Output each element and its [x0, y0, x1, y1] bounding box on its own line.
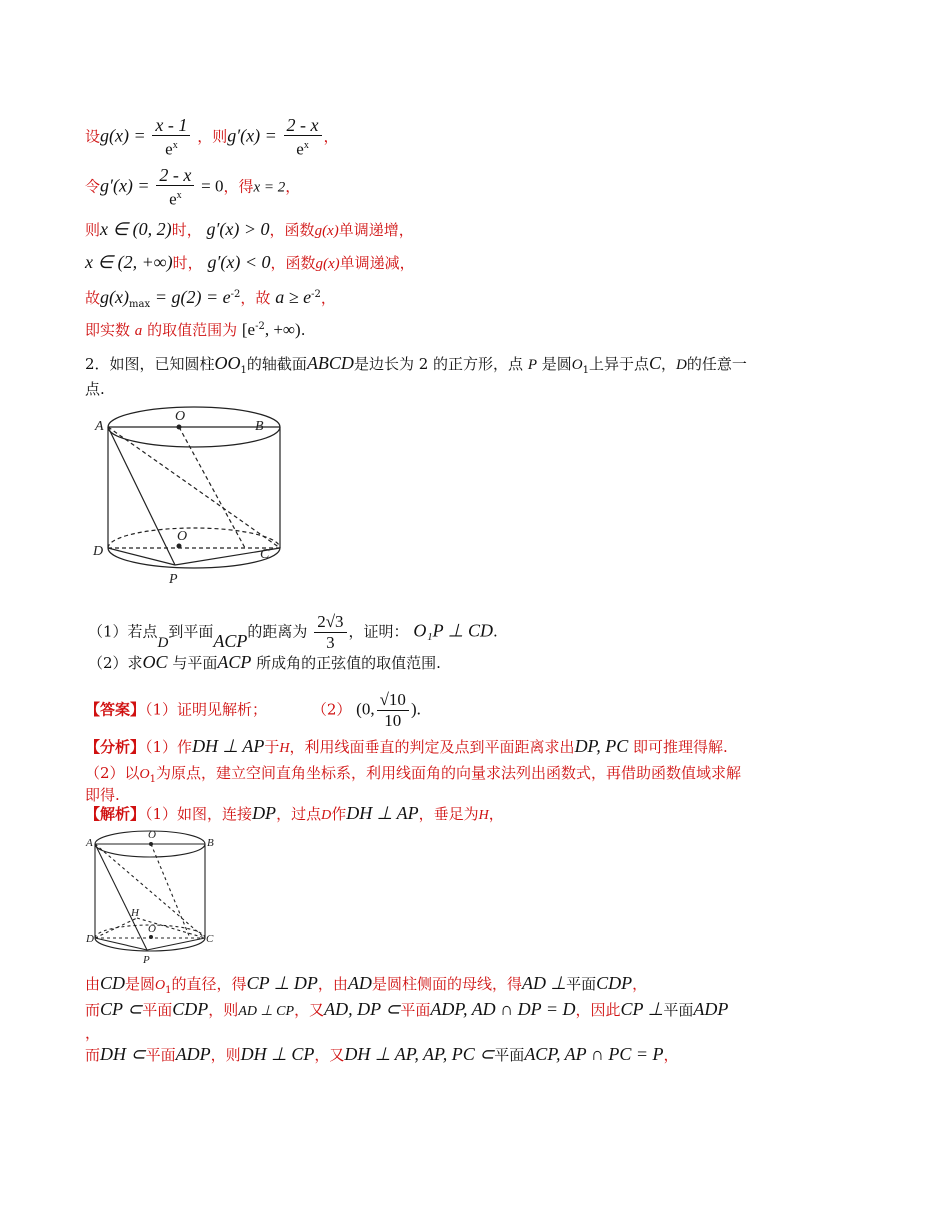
text: （1）证明见解析；	[145, 700, 268, 719]
math: O	[155, 978, 166, 993]
superscript: -2	[255, 321, 265, 332]
sub-question-2	[88, 651, 441, 674]
fraction	[377, 690, 409, 731]
math: g′(x) > 0	[206, 219, 270, 239]
text: 由	[85, 975, 101, 993]
label-a: A	[95, 419, 104, 434]
text: ，	[488, 805, 504, 823]
label-o1: O	[177, 529, 188, 544]
text: 是圆柱侧面的母线，得	[371, 975, 522, 993]
text: ，又	[294, 1001, 325, 1019]
denominator: e	[169, 189, 177, 209]
line-4	[85, 251, 415, 275]
math: ACP, AP ∩ PC = P	[524, 1044, 664, 1064]
line-1	[85, 115, 339, 160]
point-o1	[149, 935, 153, 939]
text: ，函数	[270, 254, 316, 272]
line-ap	[108, 427, 175, 565]
numerator: x - 1	[152, 115, 190, 136]
point-o	[149, 842, 153, 846]
numerator: √10	[377, 690, 409, 711]
math: DH ⊥ CP	[240, 1044, 315, 1064]
text: （1）若点	[88, 622, 158, 641]
text: 即得.	[85, 786, 120, 804]
sub-question-1	[88, 612, 498, 653]
math: OC	[142, 652, 168, 672]
line-6	[85, 316, 306, 342]
text: 作	[331, 805, 347, 823]
label-c: C	[260, 547, 270, 562]
numerator: 2 - x	[156, 165, 194, 186]
line-3	[85, 218, 414, 242]
text: 单调递增，	[338, 221, 414, 239]
text: ，	[323, 127, 339, 146]
math: DH ⊥ AP	[192, 736, 265, 756]
math: AD	[347, 973, 372, 993]
math: ACP	[217, 652, 252, 672]
label-o: O	[148, 829, 156, 841]
text: （1）如图，连接	[145, 805, 253, 823]
text: 即实数	[85, 321, 131, 339]
math: CP ⊥	[620, 999, 664, 1019]
text: （1）作	[145, 738, 193, 756]
text: 单调递减，	[339, 254, 415, 272]
text: 平面	[145, 1046, 176, 1064]
proof-line-3	[85, 1043, 679, 1066]
text: （2）以	[85, 764, 140, 782]
math: CD	[100, 973, 126, 993]
text: ，则	[208, 1001, 239, 1019]
math: ADP, AD ∩ DP = D	[430, 999, 576, 1019]
math: ABCD	[306, 353, 354, 373]
bottom-front-arc	[108, 548, 280, 568]
math: a ≥ e	[275, 287, 312, 307]
line-ac	[108, 427, 280, 548]
numerator: 2√3	[314, 612, 346, 633]
text: 设	[85, 127, 101, 146]
text: 令	[85, 177, 101, 196]
text: 平面	[494, 1046, 525, 1064]
text: 平面	[142, 1001, 173, 1019]
text: .	[492, 622, 498, 641]
math: g(x)	[315, 256, 340, 272]
label-p: P	[143, 954, 150, 966]
math: CP ⊂	[100, 999, 143, 1019]
text: ，证明：	[348, 622, 409, 641]
math: (0,	[356, 699, 375, 719]
text: ，	[320, 289, 336, 307]
math: g(x)	[314, 223, 339, 239]
cylinder-figure-2	[85, 828, 225, 973]
denominator: e	[296, 139, 304, 159]
text: 时，	[171, 221, 202, 239]
math: g(x)	[100, 287, 129, 307]
text: 点.	[85, 380, 105, 398]
text: 平面	[663, 1001, 694, 1019]
text: 是圆	[125, 975, 156, 993]
math: DH ⊂	[100, 1044, 146, 1064]
math: g(x) =	[100, 125, 146, 146]
math: = g(2) = e	[154, 287, 231, 307]
math: , +∞)	[264, 320, 301, 339]
superscript: -2	[311, 289, 321, 300]
fraction: $\frac{2 - x}{e^x}$	[284, 115, 322, 160]
text: ，故	[240, 289, 271, 307]
math: x ∈ (0, 2)	[100, 219, 172, 239]
fraction: $\frac{2 - x}{e^x}$	[156, 165, 194, 210]
math: OO	[214, 353, 241, 373]
text: 而	[85, 1001, 101, 1019]
math: ADP	[693, 999, 729, 1019]
label-o: O	[175, 409, 186, 424]
text: 的取值范围为	[147, 321, 238, 339]
analysis-tag: 【分析】	[85, 738, 146, 756]
bottom-back-arc	[108, 528, 280, 548]
label-c: C	[206, 933, 214, 945]
text: ，过点	[276, 805, 322, 823]
math: O₁P ⊥ CD	[413, 620, 493, 641]
label-d: D	[93, 544, 104, 559]
text: ，	[663, 1046, 679, 1064]
subscript: 1	[149, 774, 157, 785]
text: 到平面	[168, 622, 214, 641]
label-a: A	[86, 837, 93, 849]
text: 则	[85, 221, 101, 239]
text: （2）	[311, 700, 352, 719]
text: ，则	[197, 127, 228, 146]
analysis-line-1	[85, 735, 728, 760]
text: 的直径，得	[171, 975, 247, 993]
line-2	[85, 165, 300, 210]
text: 与平面	[172, 654, 218, 672]
math: H	[279, 741, 290, 756]
text: ，函数	[269, 221, 315, 239]
text: 上异于点	[589, 355, 650, 373]
text: 时，	[172, 254, 203, 272]
text: 为原点，建立空间直角坐标系，利用线面角的向量求法列出函数式，再借助函数值域求解	[156, 764, 742, 782]
denominator: 3	[326, 633, 335, 652]
text: ，利用线面垂直的判定及点到平面距离求出	[289, 738, 575, 756]
text: ，	[285, 177, 301, 196]
math: O	[139, 767, 150, 782]
math: x ∈ (2, +∞)	[85, 252, 173, 272]
math: g′(x) =	[100, 175, 150, 196]
math: AD, DP ⊂	[324, 999, 401, 1019]
solution-tag: 【解析】	[85, 805, 146, 823]
label-d: D	[86, 933, 94, 945]
text: 的距离为	[247, 622, 308, 641]
label-b: B	[207, 837, 214, 849]
subscript: 1	[240, 365, 247, 376]
analysis-line-2	[85, 762, 741, 791]
text: 是边长为 2 的正方形，点	[353, 355, 524, 373]
text: .	[300, 321, 306, 339]
text: 的任意一	[686, 355, 747, 373]
question-2-line-1	[85, 352, 747, 382]
text: ，	[85, 1024, 101, 1042]
math: a	[134, 323, 143, 339]
text: 于	[264, 738, 280, 756]
line-5	[85, 284, 336, 316]
math: = 0	[201, 176, 224, 196]
math: DP	[252, 803, 277, 823]
label-o1: O	[148, 923, 156, 935]
text: 而	[85, 1046, 101, 1064]
numerator: 2 - x	[284, 115, 322, 136]
text: 2．如图，已知圆柱	[85, 355, 215, 373]
text: 是圆	[541, 355, 572, 373]
text: 故	[85, 289, 101, 307]
text: ，由	[317, 975, 348, 993]
math: DP, PC	[574, 736, 629, 756]
label-p: P	[169, 572, 178, 587]
math: H	[478, 808, 489, 823]
text: ，垂足为	[418, 805, 479, 823]
math: CDP	[596, 973, 633, 993]
math: ).	[410, 699, 421, 719]
denominator: 10	[384, 711, 402, 730]
question-2-line-2	[85, 378, 105, 400]
math: CDP	[172, 999, 209, 1019]
text: ，则	[210, 1046, 241, 1064]
text: ，得	[223, 177, 254, 196]
math: ACP	[213, 630, 248, 651]
math: g′(x) < 0	[207, 252, 271, 272]
superscript: -2	[230, 289, 241, 300]
label-b: B	[255, 419, 264, 434]
math: [e	[241, 320, 256, 339]
point-o1	[177, 544, 182, 549]
label-h: H	[131, 907, 139, 919]
math: AD ⊥	[521, 973, 567, 993]
line-dp	[95, 938, 147, 950]
math: x = 2	[253, 179, 286, 196]
math: DH ⊥ AP	[346, 803, 419, 823]
line-dp	[108, 548, 175, 565]
text: ，	[661, 355, 677, 373]
proof-line-2	[85, 998, 728, 1023]
fraction: $\frac{x - 1}{e^x}$	[152, 115, 190, 160]
denominator: e	[165, 139, 173, 159]
math: P	[527, 357, 537, 373]
text: （2）求	[88, 654, 143, 672]
math: D	[676, 357, 687, 373]
answer-tag: 【答案】	[85, 700, 146, 719]
answer-line	[85, 690, 421, 731]
text: ，又	[314, 1046, 345, 1064]
math: D	[321, 808, 332, 823]
text: 平面	[400, 1001, 431, 1019]
math: CP ⊥ DP	[246, 973, 318, 993]
text: 的轴截面	[246, 355, 307, 373]
point-o	[177, 425, 182, 430]
cylinder-figure-1	[85, 400, 285, 590]
proof-line-2b	[85, 1022, 100, 1044]
text: ，	[632, 975, 648, 993]
text: 平面	[566, 975, 597, 993]
text: ，因此	[575, 1001, 621, 1019]
solution-line-1	[85, 802, 504, 827]
math: C	[649, 353, 662, 373]
math: D	[157, 634, 169, 651]
math: AD ⊥ CP	[238, 1004, 295, 1019]
subscript: max	[129, 299, 151, 310]
math: ADP	[175, 1044, 211, 1064]
math: DH ⊥ AP, AP, PC ⊂	[344, 1044, 495, 1064]
subscript: 1	[582, 365, 589, 376]
math: O	[571, 357, 583, 373]
math: g′(x) =	[227, 125, 277, 146]
subscript: 1	[165, 985, 172, 996]
line-pc	[147, 938, 205, 950]
text: 所成角的正弦值的取值范围.	[256, 654, 441, 672]
fraction	[314, 612, 346, 653]
text: 即可推理得解.	[633, 738, 728, 756]
